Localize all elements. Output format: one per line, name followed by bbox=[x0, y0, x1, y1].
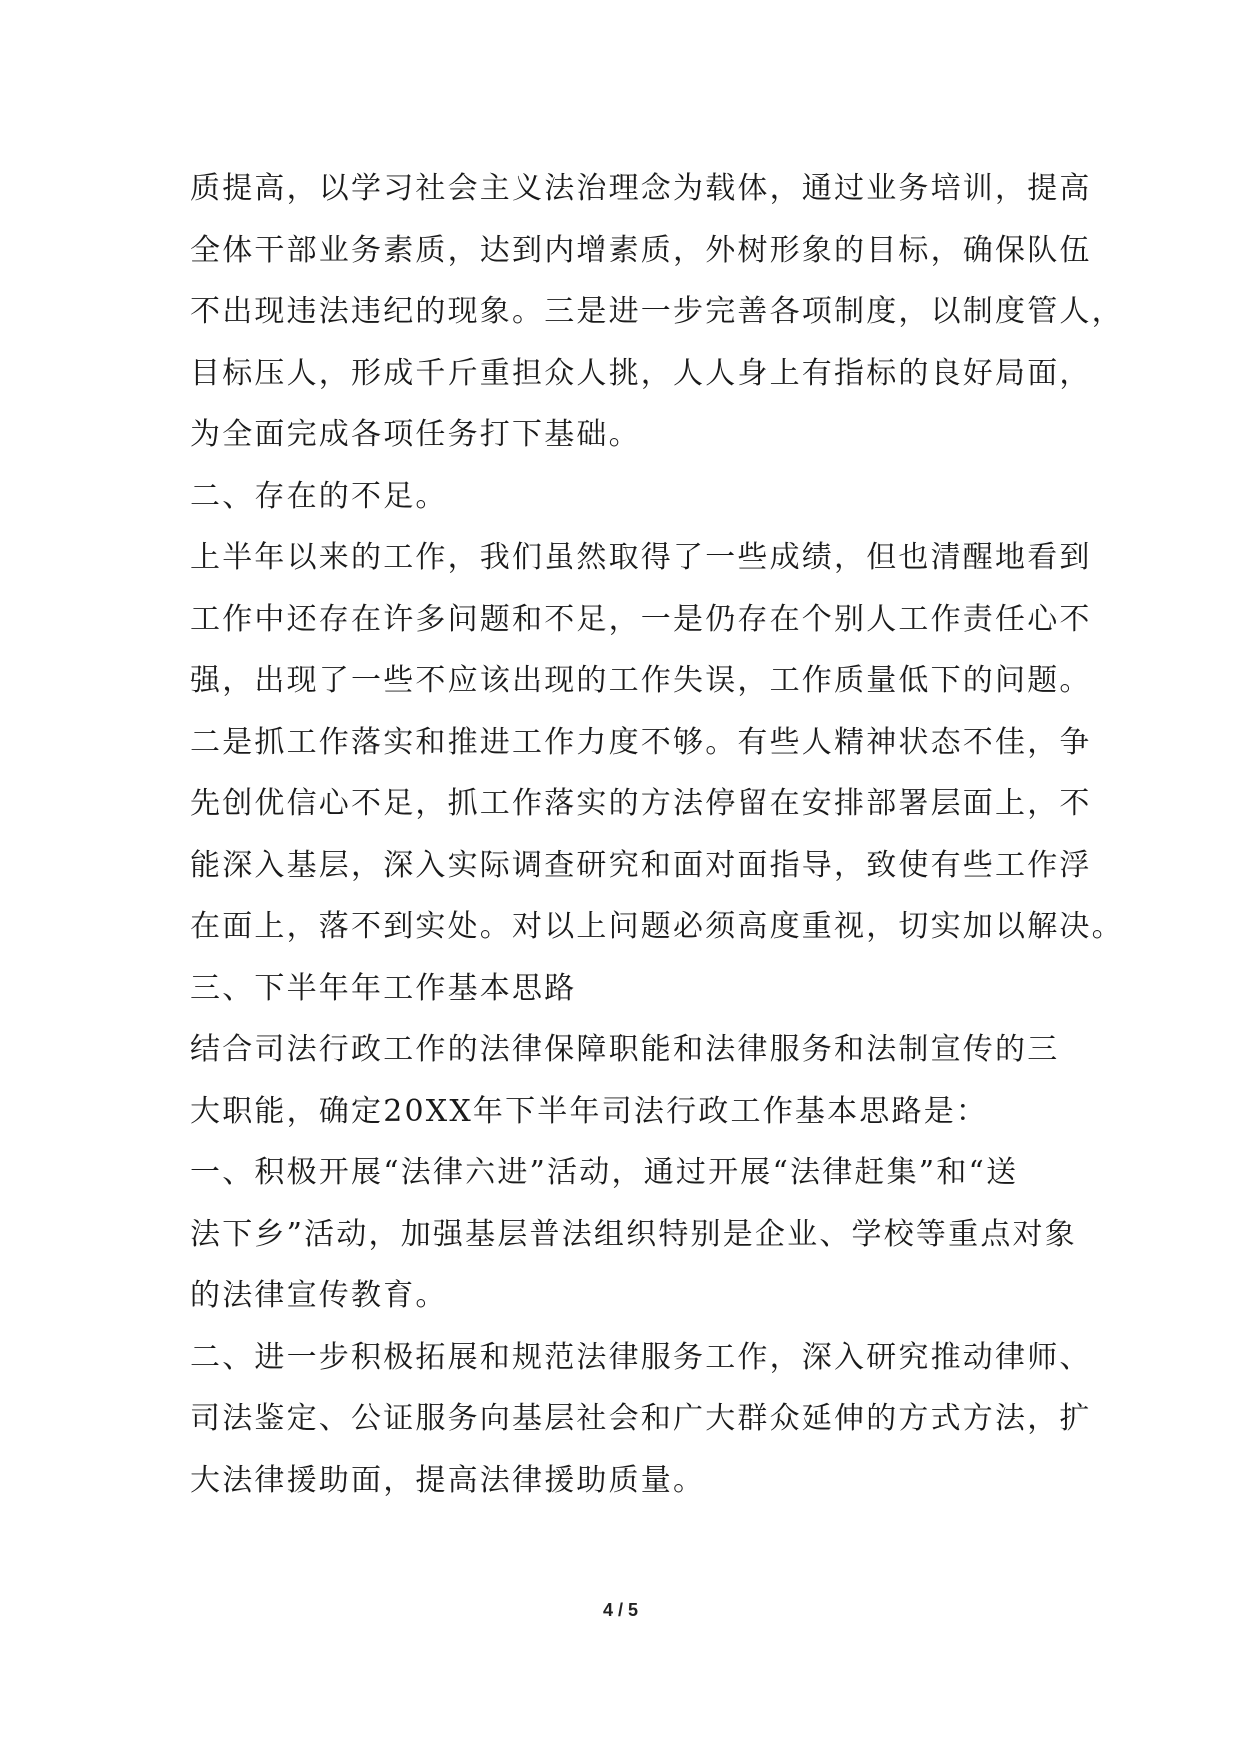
text-line: 先创优信心不足，抓工作落实的方法停留在安排部署层面上，不 bbox=[190, 786, 1092, 821]
text-line: 在面上，落不到实处。对以上问题必须高度重视，切实加以解决。 bbox=[190, 909, 1124, 944]
text-line: 质提高，以学习社会主义法治理念为载体，通过业务培训，提高 bbox=[190, 171, 1092, 206]
text-line: 工作中还存在许多问题和不足，一是仍存在个别人工作责任心不 bbox=[190, 601, 1092, 637]
section-heading: 三、下半年年工作基本思路 bbox=[190, 970, 577, 1006]
text-line: 二是抓工作落实和推进工作力度不够。有些人精神状态不佳，争 bbox=[190, 724, 1092, 760]
text-line: 司法鉴定、公证服务向基层社会和广大群众延伸的方式方法，扩 bbox=[190, 1401, 1092, 1436]
text-line: 全体干部业务素质，达到内增素质，外树形象的目标，确保队伍 bbox=[190, 232, 1092, 268]
text-line: 大法律援助面，提高法律援助质量。 bbox=[190, 1462, 706, 1498]
text-line: 强，出现了一些不应该出现的工作失误，工作质量低下的问题。 bbox=[190, 663, 1092, 698]
text-line: 法下乡”活动，加强基层普法组织特别是企业、学校等重点对象 bbox=[190, 1216, 1077, 1252]
text-line: 的法律宣传教育。 bbox=[190, 1278, 448, 1313]
text-line: 不出现违法违纪的现象。三是进一步完善各项制度，以制度管人， bbox=[190, 294, 1124, 329]
text-line: 目标压人，形成千斤重担众人挑，人人身上有指标的良好局面， bbox=[190, 355, 1092, 391]
text-line: 二、进一步积极拓展和规范法律服务工作，深入研究推动律师、 bbox=[190, 1339, 1092, 1375]
section-heading: 二、存在的不足。 bbox=[190, 478, 448, 514]
text-line: 上半年以来的工作，我们虽然取得了一些成绩，但也清醒地看到 bbox=[190, 540, 1092, 575]
text-line: 为全面完成各项任务打下基础。 bbox=[190, 417, 641, 452]
text-line: 大职能，确定20XX年下半年司法行政工作基本思路是： bbox=[190, 1093, 989, 1129]
body-text bbox=[190, 158, 1124, 1511]
text-line: 一、积极开展“法律六进”活动，通过开展“法律赶集”和“送 bbox=[190, 1155, 1019, 1190]
text-line: 能深入基层，深入实际调查研究和面对面指导，致使有些工作浮 bbox=[190, 847, 1092, 883]
page-number: 4 / 5 bbox=[602, 1600, 639, 1620]
text-line: 结合司法行政工作的法律保障职能和法律服务和法制宣传的三 bbox=[190, 1032, 1060, 1067]
